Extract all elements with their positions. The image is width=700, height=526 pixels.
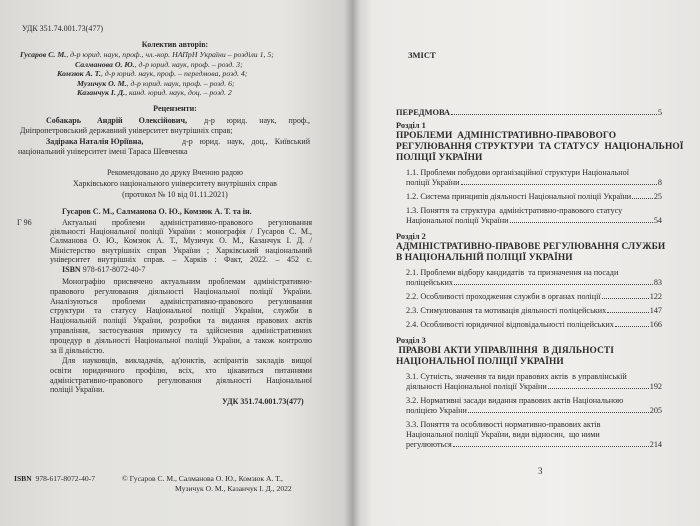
author-entry — [57, 69, 247, 78]
reviewer-org: Дніпропетровський державний університет внутрішніх справ; — [20, 126, 233, 135]
toc-label: ПЕРЕДМОВА — [396, 108, 451, 117]
toc-section-label: Розділ 1 — [396, 121, 426, 130]
biblio-line: діяльності Національної поліції України : монографія / Гусаров С. М., — [50, 227, 312, 237]
toc-item-title: 1.3. Поняття та структура адміністративно-правового статусу — [406, 206, 623, 215]
author-entry — [20, 50, 274, 59]
author-role: , д-р юрид. наук, проф. – передмова, розд. 4; — [100, 69, 248, 78]
toc-item-title: поліції України — [406, 178, 460, 187]
toc-page: 25 — [653, 192, 662, 201]
audience-line: освіти юридичного профілю, всіх, хто цікавиться питаннями — [50, 365, 312, 375]
isbn-label: ISBN — [14, 474, 32, 483]
toc-section-title: ПОЛІЦІЇ УКРАЇНИ — [396, 153, 483, 163]
reviewers-heading: Рецензенти: — [153, 104, 197, 113]
toc-section-title: ПРАВОВІ АКТИ УПРАВЛІННЯ В ДІЯЛЬНОСТІ — [396, 346, 615, 356]
recommendation-line: (протокол № 10 від 01.11.2021) — [122, 190, 228, 199]
author-entry — [75, 60, 243, 69]
authors-heading: Колектив авторів: — [141, 40, 209, 49]
toc-item-row — [406, 320, 662, 330]
reviewer-name: Собакарь Андрій Олексійович, — [46, 116, 187, 125]
toc-item-row — [406, 192, 662, 202]
toc-item-row — [406, 440, 662, 450]
abstract-line: Аналізуються проблеми адміністративно-правового регулювання — [50, 296, 312, 306]
reviewer-2 — [46, 137, 310, 146]
toc-item[interactable] — [406, 396, 662, 416]
isbn-label: ISBN — [62, 265, 81, 274]
abstract-line: управління, застосування примусу та здійснення адміністративних — [50, 326, 312, 335]
toc-item[interactable] — [406, 372, 662, 392]
toc-item[interactable] — [406, 320, 662, 330]
toc-page: 122 — [649, 292, 662, 301]
abstract-line: Національній поліції України, розробки та видання правових актів — [50, 316, 312, 326]
toc-item-title: поліцією України — [406, 406, 467, 415]
udk-code: УДК 351.74.001.73(477) — [22, 24, 103, 33]
toc-section-title: ПРОБЛЕМИ АДМІНІСТРАТИВНО-ПРАВОВОГО — [396, 131, 617, 141]
toc-item-title: Національної поліції України — [406, 216, 509, 225]
toc-page: 54 — [653, 216, 662, 225]
biblio-line: Міністерство внутрішніх справ України ; Харківський національний — [50, 245, 312, 255]
catalog-code: Г 96 — [17, 218, 32, 227]
leader-dots — [607, 312, 648, 313]
abstract-line: за її діяльністю. — [50, 345, 105, 355]
toc-page: 5 — [657, 108, 662, 117]
biblio-line: Актуальні проблеми адміністративно-правового регулювання — [62, 218, 312, 227]
author-name: Музичук О. М. — [77, 78, 127, 88]
toc-section-title: НАЦІОНАЛЬНОЇ ПОЛІЦІЇ УКРАЇНИ — [396, 357, 564, 367]
leader-dots — [454, 284, 653, 285]
author-name: Комзюк А. Т. — [57, 69, 101, 78]
leader-dots — [615, 326, 649, 327]
copyright-line: © Гусаров С. М., Салманова О. Ю., Комзюк А. Т., — [122, 474, 283, 483]
toc-item[interactable] — [406, 292, 662, 302]
toc-item-title: 2.4. Особливості юридичної відповідальності поліцейських — [406, 320, 614, 329]
isbn-value: 978-617-8072-40-7 — [35, 474, 96, 483]
right-page — [352, 0, 700, 526]
reviewer-org: національний університет імені Тараса Шевченка — [18, 147, 188, 156]
toc-item-title: 3.3. Поняття та особливості нормативно-правових актів Національної поліції України, види відносин, що ними — [406, 420, 601, 439]
author-role: , д-р юрид. наук, проф. – розд. 3; — [134, 59, 243, 69]
toc-section-title: В НАЦІОНАЛЬНІЙ ПОЛІЦІЇ УКРАЇНИ — [396, 253, 573, 263]
author-name: Гусаров С. М. — [20, 50, 67, 59]
book-gutter — [344, 0, 360, 526]
toc-item-row — [406, 382, 662, 392]
author-role: , канд. юрид. наук, доц. – розд. 2 — [125, 88, 232, 97]
page-number: 3 — [538, 466, 543, 476]
toc-item[interactable] — [406, 420, 662, 450]
leader-dots — [602, 298, 649, 299]
toc-page: 166 — [649, 320, 662, 329]
toc-item-title: 2.2. Особливості проходження служби в органах поліції — [406, 292, 601, 301]
toc-page: 8 — [657, 178, 662, 187]
toc-item-title: 3.2. Нормативні засади видання правових актів Національною — [406, 396, 624, 405]
reviewer-degree: д-р юрид. наук, доц., Київський — [182, 137, 310, 146]
toc-item-title: 2.1. Проблеми відбору кандидатів та призначення на посади — [406, 268, 619, 277]
reviewer-name: Задірака Наталія Юріївна, — [46, 137, 144, 146]
leader-dots — [510, 222, 653, 223]
toc-item-title: поліцейських — [406, 278, 453, 287]
leader-dots — [632, 198, 653, 199]
recommendation-line: Харківського національного університету внутрішніх справ — [73, 179, 277, 188]
isbn-value: 978-617-8072-40-7 — [82, 265, 146, 274]
toc-page: 205 — [649, 406, 662, 415]
author-entry — [77, 79, 235, 88]
toc-item-title: 2.3. Стимулювання та мотивація діяльності поліцейських — [406, 306, 607, 315]
leader-dots — [453, 446, 649, 447]
toc-preface[interactable] — [396, 108, 662, 118]
leader-dots — [451, 114, 657, 115]
toc-item-title: 3.1. Сутність, значення та види правових актів в управлінській — [406, 372, 627, 381]
reviewer-degree: д-р юрид. наук, проф., — [204, 116, 310, 125]
toc-item[interactable] — [406, 306, 662, 316]
toc-section-label: Розділ 2 — [396, 232, 426, 241]
abstract-line: правового регулювання діяльності Національної поліції України. — [50, 286, 312, 296]
leader-dots — [461, 184, 657, 185]
toc-section-label: Розділ 3 — [396, 336, 426, 345]
author-name: Салманова О. Ю. — [75, 59, 135, 69]
biblio-line: університет внутрішніх справ. – Харків : Факт, 2022. – 452 с. — [50, 254, 312, 264]
abstract-line: структури та статусу Національної поліції України, служби в — [50, 306, 312, 316]
toc-item-title: діяльності Національної поліції України — [406, 382, 547, 391]
author-name: Казанчук І. Д. — [77, 88, 126, 97]
author-entry — [77, 88, 232, 97]
audience-line: Для науковців, викладачів, ад'юнктів, аспірантів закладів вищої — [62, 356, 312, 365]
toc-item[interactable] — [406, 268, 662, 288]
toc-item-title: 1.2. Система принципів діяльності Національної поліції України — [406, 192, 632, 201]
recommendation — [40, 167, 310, 200]
author-role: , д-р юрид. наук, проф. – розд. 6; — [126, 78, 235, 88]
isbn — [62, 265, 145, 274]
toc-item-row — [406, 278, 662, 288]
contents-title: ЗМІСТ — [408, 50, 436, 60]
toc-item-row — [406, 306, 662, 316]
copyright-line: Музичук О. М., Казанчук І. Д., 2022 — [175, 484, 292, 493]
toc-item-title: регулюються — [406, 440, 452, 449]
footer-isbn — [14, 474, 95, 483]
udk-bold: УДК 351.74.001.73(477) — [222, 397, 304, 406]
recommendation-line: Рекомендовано до друку Вченою радою — [106, 168, 244, 177]
leader-dots — [548, 388, 649, 389]
author-role: , д-р юрид. наук, проф., чл.-кор. НАПрН України – розділи 1, 5; — [66, 50, 274, 59]
toc-page: 147 — [649, 306, 662, 315]
abstract-line: Монографію присвячено актуальним проблемам адміністративно- — [62, 277, 312, 286]
reviewer-1 — [46, 116, 310, 125]
audience-line: поліції України. — [50, 385, 105, 395]
toc-item[interactable] — [406, 168, 662, 188]
toc-page: 214 — [649, 440, 662, 449]
toc-section-title: АДМІНІСТРАТИВНО-ПРАВОВЕ РЕГУЛЮВАННЯ СЛУЖБИ — [396, 242, 666, 252]
toc-page: 192 — [649, 382, 662, 391]
biblio-line: Салманова О. Ю., Комзюк А. Т., Музичук О. М., Казанчук І. Д. / — [50, 236, 312, 246]
toc-item-row — [406, 216, 662, 226]
leader-dots — [468, 412, 649, 413]
toc-item-row — [406, 178, 662, 188]
toc-item[interactable] — [406, 192, 662, 202]
toc-item-row — [406, 406, 662, 416]
abstract-line: процедур в діяльності Національної поліції України, а також контролю — [50, 335, 312, 345]
biblio-authors: Гусаров С. М., Салманова О. Ю., Комзюк А. Т. та ін. — [62, 207, 252, 216]
audience-line: адміністративно-правового регулювання діяльності Національної — [50, 375, 312, 385]
toc-item-row — [406, 292, 662, 302]
toc-section-title: РЕГУЛЮВАННЯ СТРУКТУРИ ТА СТАТУСУ НАЦІОНАЛЬНОЇ — [396, 142, 684, 152]
toc-item[interactable] — [406, 206, 662, 226]
toc-page: 83 — [653, 278, 662, 287]
toc-item-title: 1.1. Проблеми побудови організаційної структури Національної — [406, 168, 630, 177]
